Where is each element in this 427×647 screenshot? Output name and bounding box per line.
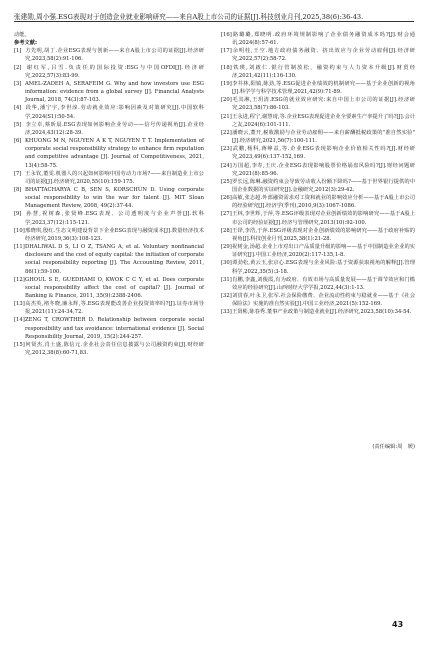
reference-number: [1] bbox=[14, 48, 22, 55]
reference-item bbox=[14, 300, 204, 316]
reference-number: [25] bbox=[221, 178, 232, 185]
reference-item bbox=[14, 227, 204, 243]
reference-item bbox=[14, 243, 204, 276]
reference-text: 王永钦,董雯.机器人的兴起如何影响中国劳动力市场?——来自制造业上市公司的证据[J].经济研究,2020,55(10):159-175. bbox=[25, 170, 204, 185]
reference-number: [20] bbox=[221, 97, 232, 104]
reference-text: DHALIWAL D S, LI O Z, TSANG A, et al. Voluntary nonfinancial disclosure and the cost of equity capital: the initiation of corporate social responsibility reporting [J]. The Accounting Review, 2011, 86(1):59-100. bbox=[25, 244, 204, 275]
reference-number: [27] bbox=[221, 211, 232, 218]
reference-item bbox=[221, 227, 415, 243]
reference-text: 邢晓琪,殷红.生态文明建设背景下企业ESG表现与融资成本[J].数量经济技术经济研究,2019,36(3):108-123. bbox=[25, 227, 204, 242]
reference-number: [12] bbox=[14, 276, 25, 283]
reference-text: 肖鹏,李鑫,刘俊霞,有为政府、有效市场与高质量发展——基于调节效应和门槛效应的经验研究[J].山西财经大学学报,2022,44(3):1-13. bbox=[232, 276, 415, 291]
reference-text: 路璐璐,郑晓明.政府环境规制影响了企业债务融资成本吗?[J].财会通讯,2024(8):57-61. bbox=[232, 32, 415, 47]
reference-number: [9] bbox=[14, 211, 22, 218]
reference-item bbox=[221, 292, 415, 308]
reference-text: 铁瑛,刘啟仁.银行管制放松、融资约束与人力资本升级[J].财贸经济,2021,42(11):116-130. bbox=[232, 64, 415, 79]
reference-text: 罗长远,陈琳.融资约束会导致劳动收入份额下降吗?——基于世界银行提供的中国企业数据的实证研究[J].金融研究,2012(3):29-42. bbox=[232, 178, 415, 193]
reference-item bbox=[221, 210, 415, 226]
reference-item bbox=[221, 113, 415, 129]
reference-item bbox=[14, 64, 204, 80]
right-reference-list bbox=[221, 31, 415, 316]
reference-text: 毛其淋,王玥清.ESG的就业效应研究:来自中国上市公司的证据[J].经济研究,2023,58(7):86-103. bbox=[232, 97, 415, 112]
reference-text: 何贤杰,肖土盛,陈信元.企业社会责任信息披露与公司融资约束[J].财经研究,2012,38(8):60-71,83. bbox=[25, 341, 204, 357]
reference-number: [3] bbox=[14, 80, 22, 87]
reference-item bbox=[221, 276, 415, 292]
reference-item bbox=[221, 31, 415, 47]
left-reference-list bbox=[14, 47, 204, 357]
page-number: 43 bbox=[392, 620, 404, 629]
reference-item bbox=[14, 47, 204, 63]
reference-item bbox=[14, 104, 204, 120]
reference-item bbox=[14, 80, 204, 104]
reference-text: 刘贯春,叶永卫,张军.社会保险缴费、企业流动性约束与稳就业——基于《社会保险法》实施的准自然实验[J].中国工业经济,2021(5):152-169. bbox=[232, 293, 415, 308]
reference-item bbox=[221, 243, 415, 259]
reference-text: 谭劲松,黄云玉,张京心.ESG表现与企业风险:基于资源获取视角的解释[J].管理科学,2022,35(5):3-18. bbox=[232, 260, 415, 275]
reference-number: [4] bbox=[14, 105, 22, 112]
reference-number: [5] bbox=[14, 121, 22, 128]
reference-text: 万国超,李寿,王庆.企业ESG表现影响股票价格崩盘风险吗?[J].财经问题研究,2021(8):85-96. bbox=[232, 162, 415, 177]
reference-text: AMEL-ZADEH A, SERAFEIM G. Why and how investors use ESG information: evidence from a global survey [J]. Financial Analysts Journal, 2018, 74(3):87-103. bbox=[25, 80, 204, 104]
reference-item bbox=[221, 96, 415, 112]
reference-number: [13] bbox=[14, 301, 25, 308]
reference-item bbox=[14, 316, 204, 340]
reference-number: [21] bbox=[221, 113, 232, 120]
reference-item bbox=[221, 178, 415, 194]
reference-number: [30] bbox=[221, 260, 232, 267]
reference-item bbox=[14, 121, 204, 137]
reference-number: [6] bbox=[14, 138, 22, 145]
reference-text: BHATTACHARYA C B, SEN S, KORSCHUN D. Using corporate social responsibility to win the war for talent [J]. MIT Sloan Management Review, 2008, 49(2):37-44. bbox=[25, 186, 204, 210]
reference-text: 高杰英,褚冬晓,廉永辉,等.ESG表现能改善企业投资效率吗?[J].证券市场导报,2021(11):24-34,72. bbox=[25, 301, 204, 316]
reference-number: [19] bbox=[221, 80, 232, 87]
reference-item bbox=[14, 341, 204, 357]
reference-number: [28] bbox=[221, 227, 232, 234]
reference-item bbox=[221, 129, 415, 145]
reference-text: KHUONG M N, NGUYEN A K T, NGUYEN T T. Implementation of corporate social responsibility strategy to enhance firm reputation and competitive advantage [J]. Journal of Competitiveness, 2021, 13(4):58-75. bbox=[25, 138, 204, 169]
reference-item bbox=[221, 80, 415, 96]
reference-number: [32] bbox=[221, 293, 232, 299]
reference-text: 潘晓云,董开,税收激励与企业劳动雇佣——来自薪酬抵税政策的"准自然实验"[J].经济研究,2021,56(7):100-111. bbox=[232, 129, 415, 145]
reference-number: [16] bbox=[221, 32, 232, 38]
reference-item bbox=[221, 47, 415, 63]
reference-number: [31] bbox=[221, 276, 232, 283]
reference-item bbox=[221, 145, 415, 161]
reference-number: [15] bbox=[14, 341, 25, 348]
reference-number: [22] bbox=[221, 129, 232, 136]
reference-item bbox=[221, 308, 415, 316]
reference-text: 王永进,程宁,谢慧琦,等.企业ESG表现促进企业全要素生产率提升了吗?[J].会计之友,2024(6):101-111. bbox=[232, 113, 415, 128]
reference-number: [24] bbox=[221, 162, 232, 169]
reference-number: [10] bbox=[14, 227, 25, 234]
reference-text: 高敏,张志超.外部融资需求对工资和就业的影响效应分析——基于A股上市公司的经验研究[J].经济学(季刊),2010,9(3):1067-1086. bbox=[232, 195, 415, 210]
reference-item bbox=[14, 137, 204, 170]
reference-item bbox=[221, 162, 415, 178]
reference-text: 方先明,胡丁.企业ESG表现与创新——来自A股上市公司的证据[J].经济研究,2023,58(2):91-106. bbox=[25, 48, 204, 63]
reference-text: 武鹏,杨科,蒋峥益,等.企业ESG表现影响企业价值相关性吗?[J].财经研究,2023,49(6):137-152,169. bbox=[232, 146, 415, 161]
header-rule bbox=[14, 21, 414, 22]
reference-text: 李井林,阳镇,陈劲,等.ESG促进企业绩效的机制研究——基于企业创新的视角[J].科学学与科学技术管理,2021,42(9):71-89. bbox=[232, 80, 415, 96]
reference-number: [23] bbox=[221, 146, 232, 153]
reference-number: [11] bbox=[14, 244, 25, 251]
reference-text: 段华,潘宁宇,李世淳.劳动就业效应:影响因素及对策研究[J].中国软科学,2024(S1):50-54. bbox=[25, 105, 204, 120]
reference-number: [8] bbox=[14, 186, 22, 193]
reference-number: [26] bbox=[221, 195, 232, 202]
left-column bbox=[14, 31, 204, 357]
reference-text: 王贤彬,陈春秀.董事产业政策与制造业就业[J].经济研究,2023,58(10):34-54. bbox=[232, 309, 412, 316]
reference-text: 余明桂,王空.地方政府债务融资、挤出效应与企业劳动雇佣[J].经济研究,2022,57(2):58-72. bbox=[232, 48, 415, 63]
right-column bbox=[221, 31, 415, 316]
reference-item bbox=[14, 276, 204, 300]
reference-text: 王林,李世辉,于萍,等.ESG评级表现对企业创新绩效的影响研究——基于A股上市公司的经验证据[J].经济与管理研究,2013(10):92-100. bbox=[232, 211, 415, 226]
reference-text: 王铎,李浩,于萍.ESG评级表现对企业创新绩效的影响研究——基于政府补贴的视角[J].科技创业月刊,2025,38(1):21-28. bbox=[232, 227, 415, 242]
reference-number: [2] bbox=[14, 64, 22, 71]
reference-number: [33] bbox=[221, 309, 232, 316]
references-heading: 参考文献: bbox=[14, 40, 38, 47]
reference-text: 孙慧,祝树森,张贤峰.ESG表现、公司透明度与企业声誉[J].软科学,2023,37(12):115-121. bbox=[25, 211, 204, 226]
reference-text: 李立卓,蔡昕晨.ESG表现如何影响企业劳动——信号传递视角[J].企业经济,2024,43(12):28-39. bbox=[25, 121, 204, 136]
reference-item bbox=[221, 64, 415, 80]
reference-text: GHOUL S E, GUEDHAMI O, KWOK C C Y, et al. Does corporate social responsibility affect the cost of capital? [J]. Journal of Banking & Finance, 2011, 35(9):2388-2406. bbox=[25, 276, 204, 299]
reference-number: [7] bbox=[14, 170, 22, 177]
body-text-tail: 动能。 bbox=[14, 32, 30, 38]
reference-number: [18] bbox=[221, 64, 232, 71]
reference-text: ZENG T, CROWTHER D. Relationship between corporate social responsibility and tax avoidance: international evidence [J]. Social Responsibility Journal, 2019, 15(2):244-257. bbox=[25, 317, 204, 340]
reference-number: [29] bbox=[221, 244, 232, 251]
reference-item bbox=[14, 170, 204, 186]
reference-text: 谢红军,吕雪.负责任的国际投资:ESG与中国OFDI[J].经济研究,2022,57(3):83-99. bbox=[25, 64, 204, 79]
reference-number: [17] bbox=[221, 48, 232, 55]
reference-item bbox=[14, 210, 204, 226]
reference-item bbox=[221, 194, 415, 210]
running-header: 张建勋,周小强.ESG表现对于创造企业就业影响研究——来自A股上市公司的证据[J].科技创业月刊,2025,38(6):36-43. bbox=[14, 13, 364, 21]
reference-text: 祝树金,汤超.企业上市对出口产品质量升级的影响——基于中国制造业企业的实证研究[J].中国工业经济,2020(2):117-135,1-8. bbox=[232, 244, 415, 259]
reference-number: [14] bbox=[14, 317, 25, 324]
reference-item bbox=[221, 259, 415, 275]
editor-note: (责任编辑:周 媛) bbox=[372, 444, 415, 450]
reference-item bbox=[14, 186, 204, 210]
